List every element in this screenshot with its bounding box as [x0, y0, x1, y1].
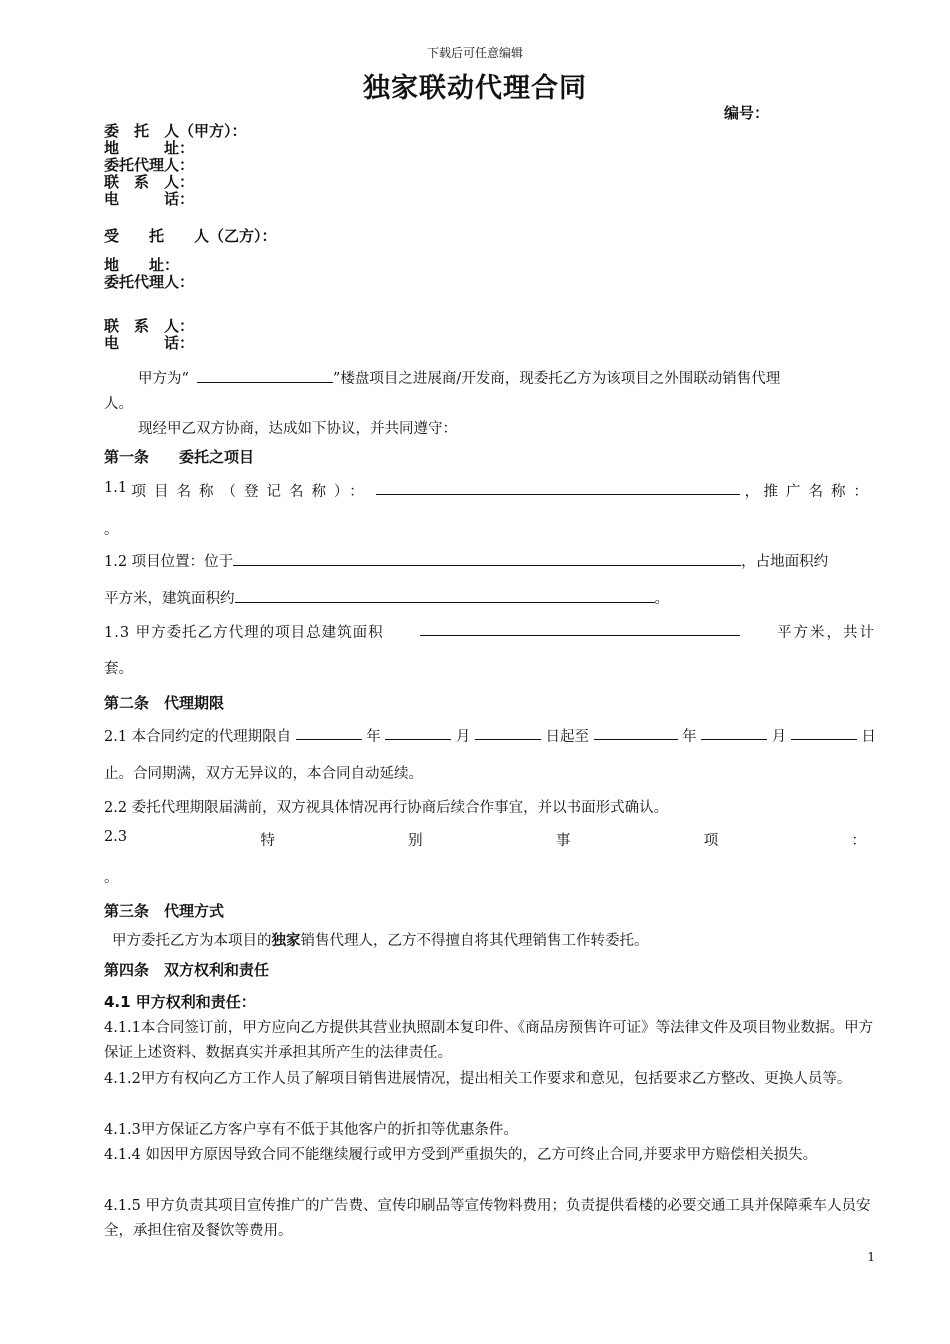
contract-number-label: 编号：: [724, 104, 770, 122]
clause-1-1-promo-label: 推广名称：: [763, 484, 876, 500]
clause-4-1-2: 4.1.2甲方有权向乙方工作人员了解项目销售进展情况，提出相关工作要求和意见，包括要求乙方整改、更换人员等。: [104, 1071, 852, 1087]
party-a-block: [104, 123, 247, 208]
clause-1-3: [104, 621, 876, 642]
clause-1-1-comma: ，: [744, 484, 760, 500]
intro-line-1: [138, 367, 780, 388]
clause-2-3: [104, 829, 866, 850]
clause-1-1-label: 项目名称（登记名称）：: [131, 484, 372, 500]
article-3-text-prefix: 甲方委托乙方为本项目的: [112, 933, 272, 949]
party-b-principal: 受 托 人（乙方）：: [104, 227, 277, 245]
clause-1-2-prefix: 1.2 项目位置：位于: [104, 554, 234, 570]
party-a-principal: 委 托 人（甲方）：: [104, 122, 247, 140]
section-4-1-heading: 4.1 甲方权利和责任：: [104, 993, 256, 1011]
clause-4-1-1: 4.1.1本合同签订前，甲方应向乙方提供其营业执照副本复印件、《商品房预售许可证》等法律文件及项目物业数据。甲方保证上述资料、数据真实并承担其所产生的法律责任。: [104, 1020, 874, 1061]
article-3-text: [112, 929, 649, 950]
clause-2-1-prefix: 2.1 本合同约定的代理期限自: [104, 729, 292, 745]
registered-name-blank: [376, 480, 740, 495]
total-area-blank: [420, 621, 740, 636]
clause-2-1: [104, 725, 876, 746]
article-1-heading: 第一条 委托之项目: [104, 448, 255, 466]
article-4-heading: 第四条 双方权利和责任: [104, 961, 270, 979]
party-b-block-2: [104, 318, 194, 352]
start-day-blank: [475, 725, 541, 740]
start-year-label: 年: [366, 729, 381, 745]
clause-4-1-4: 4.1.4 如因甲方原因导致合同不能继续履行或甲方受到严重损失的，乙方可终止合同,并要求甲方赔偿相关损失。: [104, 1147, 818, 1163]
end-day-blank: [791, 725, 857, 740]
end-day-label: 日: [861, 729, 876, 745]
clause-2-3-part: 项: [703, 833, 719, 849]
building-area-blank: [235, 588, 655, 603]
article-3-text-bold: 独家: [271, 933, 301, 949]
start-year-blank: [296, 725, 362, 740]
end-month-blank: [701, 725, 767, 740]
intro-suffix: ”楼盘项目之进展商/开发商，现委托乙方为该项目之外围联动销售代理: [332, 371, 781, 387]
party-a-phone: 电 话：: [104, 190, 195, 208]
clause-2-2: 2.2 委托代理期限届满前，双方视具体情况再行协商后续合作事宜，并以书面形式确认。: [104, 800, 669, 816]
party-b-phone: 电 话：: [104, 334, 195, 352]
clause-1-1-end: 。: [104, 522, 119, 538]
clause-2-1-line-2: 止。合同期满，双方无异议的，本合同自动延续。: [104, 766, 423, 782]
clause-2-3-part: ：: [851, 833, 866, 849]
party-b-agent: 委托代理人：: [104, 273, 195, 291]
intro-line-2: 人。: [104, 396, 133, 412]
clause-4-1-5: 4.1.5 甲方负责其项目宣传推广的广告费、宣传印刷品等宣传物料费用；负责提供看楼的必要交通工具并保障乘车人员安全，承担住宿及餐饮等费用。: [104, 1198, 871, 1239]
party-a-agent: 委托代理人：: [104, 156, 195, 174]
document-title: 独家联动代理合同: [363, 73, 587, 104]
party-a-address: 地 址：: [104, 139, 195, 157]
article-2-heading: 第二条 代理期限: [104, 694, 225, 712]
clause-1-3-prefix: 1.3 甲方委托乙方代理的项目总建筑面积: [104, 625, 384, 641]
article-3-text-suffix: 销售代理人，乙方不得擅自将其代理销售工作转委托。: [300, 933, 649, 949]
clause-1-2: [104, 550, 828, 571]
header-note: 下载后可任意编辑: [426, 46, 523, 60]
clause-2-3-end: 。: [104, 870, 119, 886]
clause-2-3-part: 别: [408, 833, 423, 849]
party-b-block-1: [104, 257, 194, 291]
clause-2-3-part: 特: [260, 833, 275, 849]
intro-paragraph-2: 现经甲乙双方协商，达成如下协议，并共同遵守：: [138, 421, 457, 437]
clause-1-1-number: 1.1: [104, 480, 128, 496]
party-b-address: 地 址：: [104, 256, 180, 274]
start-month-blank: [385, 725, 451, 740]
clause-1-3-suffix: 平方米，共计: [776, 625, 876, 641]
location-blank: [233, 551, 741, 566]
start-day-label: 日起至: [545, 729, 590, 745]
start-month-label: 月: [455, 729, 471, 745]
clause-1-1: [104, 480, 876, 501]
clause-4-1-3: 4.1.3甲方保证乙方客户享有不低于其他客户的折扣等优惠条件。: [104, 1122, 518, 1138]
intro-prefix: 甲方为“: [138, 371, 189, 387]
clause-1-3-line-2: 套。: [104, 661, 133, 677]
end-month-label: 月: [771, 729, 787, 745]
party-a-contact: 联 系 人：: [104, 173, 195, 191]
clause-1-2-suffix: ，占地面积约: [741, 554, 829, 570]
end-year-label: 年: [682, 729, 697, 745]
project-name-blank: [197, 368, 333, 383]
clause-2-3-part: 事: [555, 833, 571, 849]
clause-2-3-part: 2.3: [104, 829, 128, 845]
page-number: 1: [867, 1250, 875, 1264]
end-year-blank: [594, 725, 678, 740]
clause-1-2-line2-end: 。: [654, 591, 669, 607]
clause-1-2-line2-prefix: 平方米，建筑面积约: [104, 591, 235, 607]
article-3-heading: 第三条 代理方式: [104, 902, 225, 920]
party-b-contact: 联 系 人：: [104, 317, 195, 335]
clause-1-2-line-2: [104, 587, 669, 608]
